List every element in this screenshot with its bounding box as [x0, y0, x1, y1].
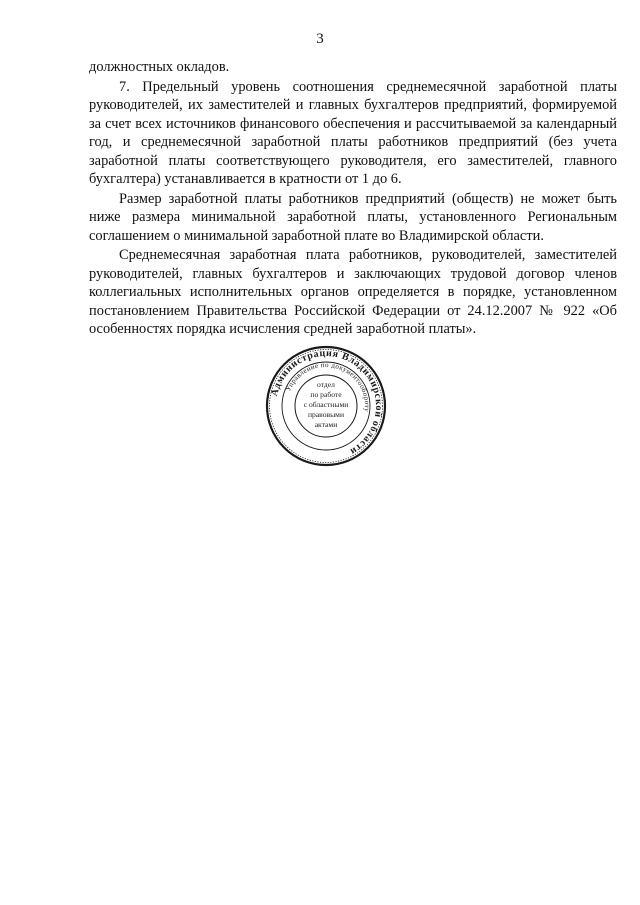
seal-center-line: актами	[314, 420, 338, 429]
seal-center-line: с областными	[303, 400, 349, 409]
document-body	[89, 58, 617, 339]
official-seal	[265, 345, 387, 467]
seal-center-line: правовыми	[307, 410, 345, 419]
seal-outer-text: Администрация Владимирской области	[269, 347, 385, 458]
page-number: 3	[316, 31, 324, 47]
paragraph-item-7: 7. Предельный уровень соотношения среднемесячной заработной платы руководителей, их заместителей и главных бухгалтеров предприятий, формируемой за счет всех источников финансового обеспечения и рассчитываемой за календарный год, и среднемесячной заработной платы работников предприятий (без учета заработной платы соответствующего руководителя, его заместителей, главного бухгалтера) устанавливается в кратности от 1 до 6.	[89, 78, 617, 187]
paragraph-average-salary: Среднемесячная заработная плата работников, руководителей, заместителей руководителей, главных бухгалтеров и заключающих трудовой договор членов коллегиальных исполнительных органов определяется в порядке, установленном постановлением Правительства Российской Федерации от 24.12.2007 № 922 «Об особенностях порядка исчисления средней заработной платы».	[89, 247, 617, 337]
seal-center-line: отдел	[317, 380, 335, 389]
seal-center-line: по работе	[310, 390, 342, 399]
paragraph-min-wage: Размер заработной платы работников предприятий (обществ) не может быть ниже размера минимальной заработной платы, установленного Региональным соглашением о минимальной заработной плате во Владимирской области.	[89, 190, 617, 244]
seal-center-text	[304, 380, 349, 429]
seal-inner-ring-text: Управление по документообороту	[284, 360, 372, 413]
paragraph-continuation: должностных окладов.	[89, 59, 230, 75]
